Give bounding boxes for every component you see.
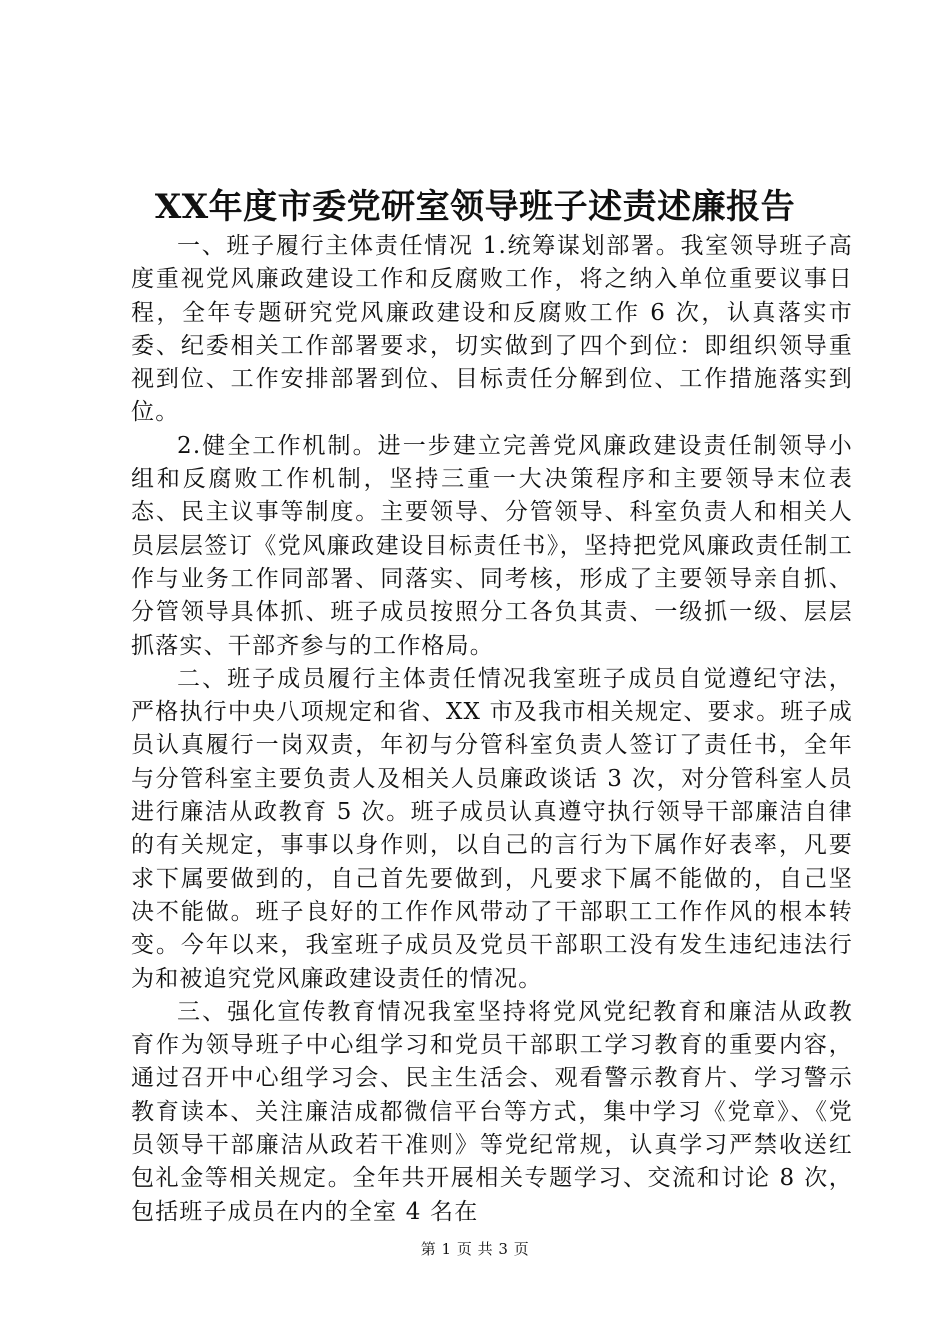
paragraph-2: 2.健全工作机制。进一步建立完善党风廉政建设责任制领导小组和反腐败工作机制，坚持三重一大决策程序和主要领导末位表态、民主议事等制度。主要领导、分管领导、科室负责人和相关人员层层签订《党风廉政建设目标责任书》，坚持把党风廉政责任制工作与业务工作同部署、同落实、同考核，形成了主要领导亲自抓、分管领导具体抓、班子成员按照分工各负其责、一级抓一级、层层抓落实、干部齐参与的工作格局。 — [131, 432, 853, 659]
paragraph-4: 三、强化宣传教育情况我室坚持将党风党纪教育和廉洁从政教育作为领导班子中心组学习和党员干部职工学习教育的重要内容，通过召开中心组学习会、民主生活会、观看警示教育片、学习警示教育读本、关注廉洁成都微信平台等方式，集中学习《党章》、《党员领导干部廉洁从政若干准则》等党纪常规，认真学习严禁收送红包礼金等相关规定。全年共开展相关专题学习、交流和讨论 8 次，包括班子成员在内的全室 4 名在 — [131, 998, 853, 1225]
paragraph-3: 二、班子成员履行主体责任情况我室班子成员自觉遵纪守法，严格执行中央八项规定和省、XX 市及我市相关规定、要求。班子成员认真履行一岗双责，年初与分管科室负责人签订了责任书，全年与分管科室主要负责人及相关人员廉政谈话 3 次，对分管科室人员进行廉洁从政教育 5 次。班子成员认真遵守执行领导干部廉洁自律的有关规定，事事以身作则，以自己的言行为下属作好表率，凡要求下属要做到的，自己首先要做到，凡要求下属不能做的，自己坚决不能做。班子良好的工作作风带动了干部职工工作作风的根本转变。今年以来，我室班子成员及党员干部职工没有发生违纪违法行为和被追究党风廉政建设责任的情况。 — [131, 665, 853, 992]
document-body — [131, 230, 853, 1229]
page-number-footer: 第 1 页 共 3 页 — [420, 1240, 530, 1258]
document-title: XX年度市委党研室领导班子述责述廉报告 — [154, 187, 796, 227]
paragraph-1: 一、班子履行主体责任情况 1.统筹谋划部署。我室领导班子高度重视党风廉政建设工作和反腐败工作，将之纳入单位重要议事日程，全年专题研究党风廉政建设和反腐败工作 6 次，认真落实市委、纪委相关工作部署要求，切实做到了四个到位：即组织领导重视到位、工作安排部署到位、目标责任分解到位、工作措施落实到位。 — [131, 233, 853, 426]
